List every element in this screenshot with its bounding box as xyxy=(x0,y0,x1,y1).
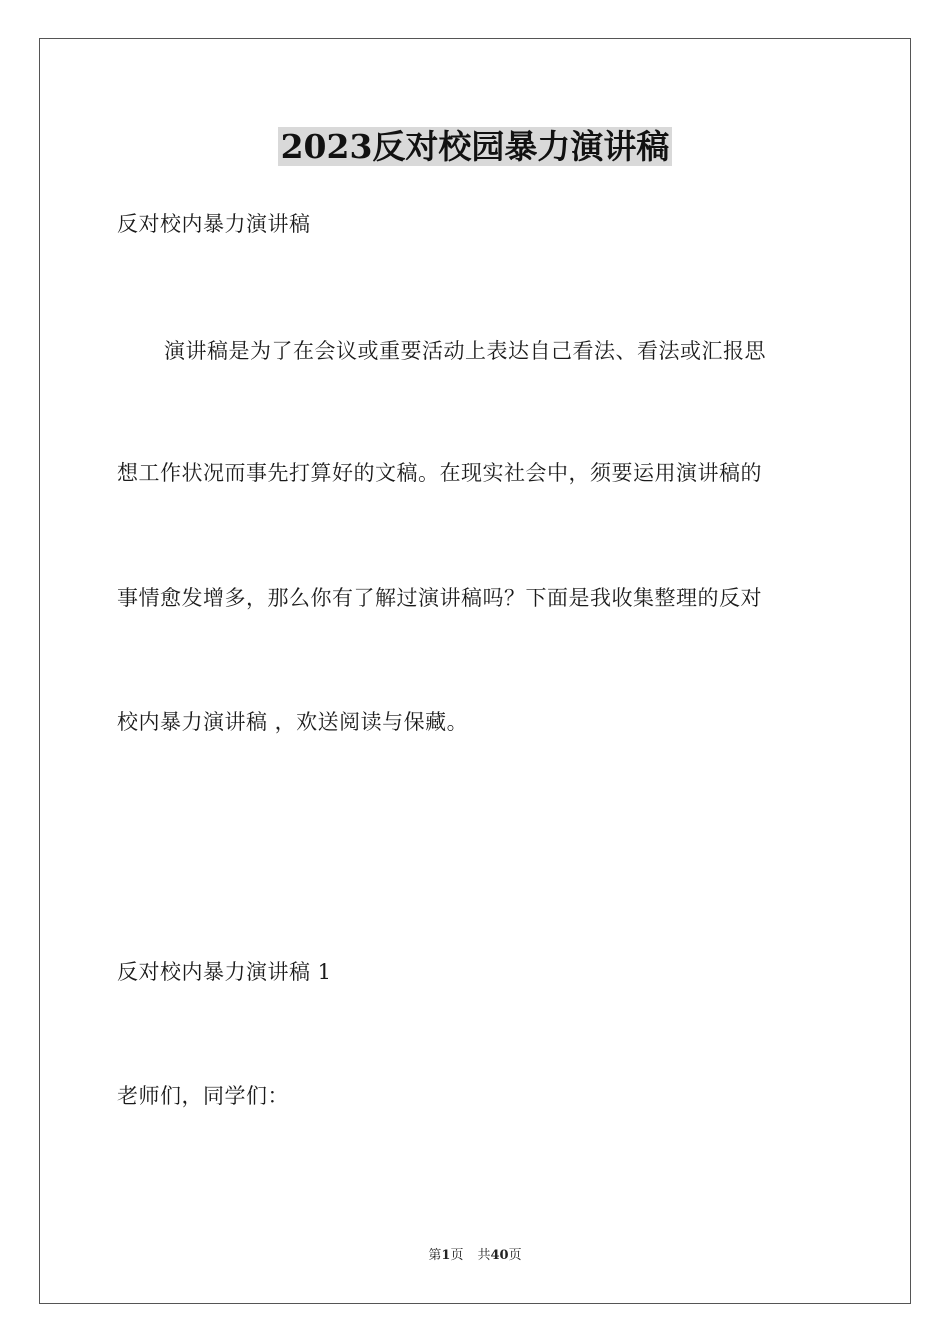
salutation-line: 老师们，同学们： xyxy=(117,1084,289,1108)
paragraph-line-1: 演讲稿是为了在会议或重要活动上表达自己看法、看法或汇报思 xyxy=(164,339,766,363)
document-title xyxy=(0,122,950,172)
footer-total-suffix: 页 xyxy=(508,1248,522,1263)
paragraph-line-3: 事情愈发增多，那么你有了解过演讲稿吗？下面是我收集整理的反对 xyxy=(117,586,762,610)
page-footer xyxy=(0,1246,950,1266)
footer-page-prefix: 第 xyxy=(428,1248,442,1263)
paragraph-line-4: 校内暴力演讲稿 ，欢送阅读与保藏。 xyxy=(117,710,469,734)
footer-total-prefix: 共 xyxy=(477,1248,491,1263)
paragraph-line-2: 想工作状况而事先打算好的文稿。在现实社会中，须要运用演讲稿的 xyxy=(117,461,762,485)
document-title-text: 2023反对校园暴力演讲稿 xyxy=(278,127,673,166)
subtitle-line: 反对校内暴力演讲稿 xyxy=(117,212,311,236)
footer-page-number: 1 xyxy=(441,1248,451,1263)
section-heading: 反对校内暴力演讲稿 1 xyxy=(117,960,332,984)
footer-page-suffix: 页 xyxy=(450,1248,464,1263)
footer-total-pages: 40 xyxy=(490,1248,509,1263)
